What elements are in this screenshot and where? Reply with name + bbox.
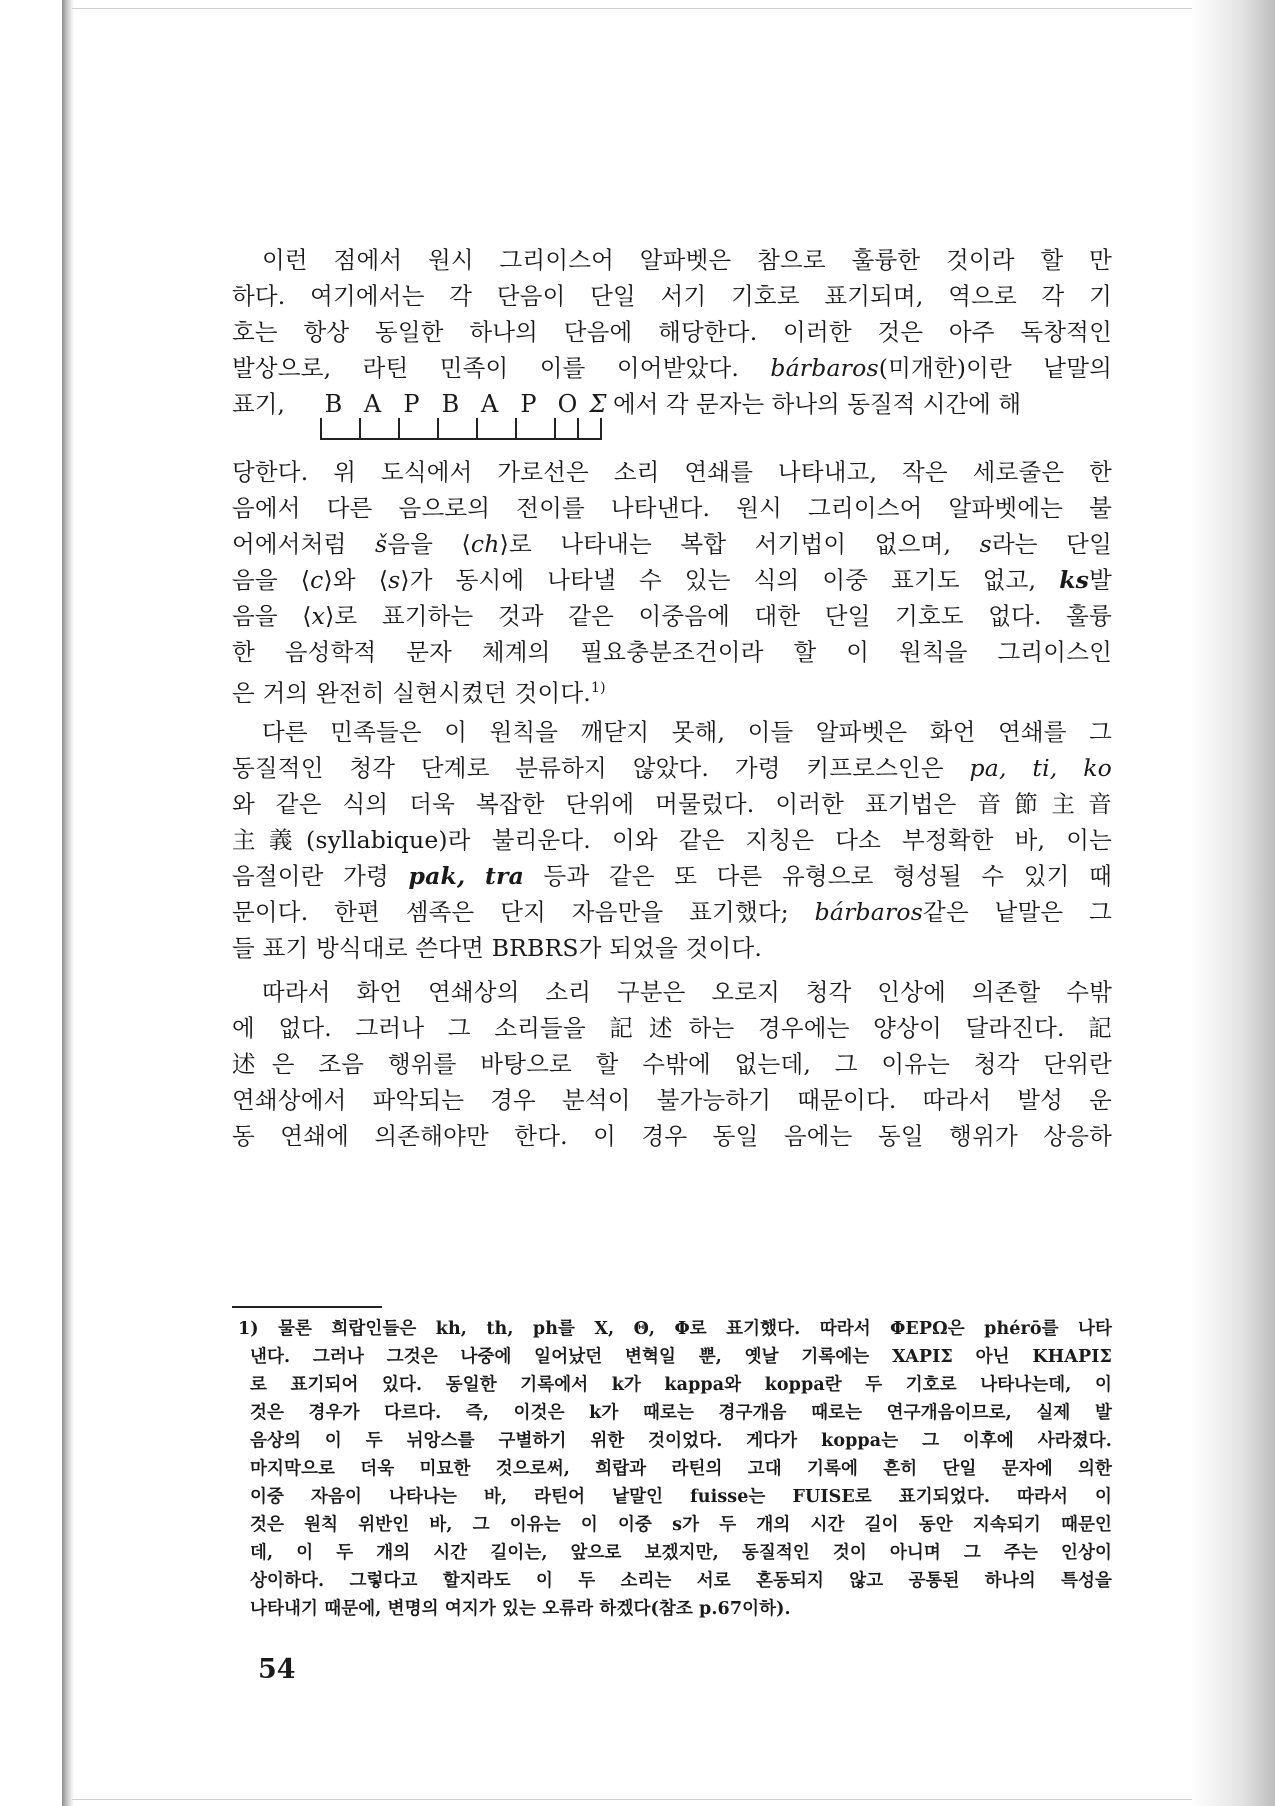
greek-letter: A xyxy=(363,390,382,418)
footnote-line: 낸다. 그러나 그것은 나중에 일어났던 변혁일 뿐, 옛날 기록에는 XAPIΣ 아닌 KHAPIΣ xyxy=(250,1347,1112,1367)
text-line: 어에서처럼 š음을 ⟨ch⟩로 나타내는 복합 서기법이 없으며, s라는 단일 xyxy=(232,530,1112,558)
footnote-line: 로 표기되어 있다. 동일한 기록에서 k가 kappa와 koppa란 두 기호로 나타나는데, 이 xyxy=(250,1375,1112,1395)
footnote xyxy=(238,1315,1112,1623)
text-line: 음에서 다른 음으로의 전이를 나타낸다. 원시 그리이스어 알파벳에는 불 xyxy=(232,494,1112,522)
text-line: 연쇄상에서 파악되는 경우 분석이 불가능하기 때문이다. 따라서 발성 운 xyxy=(232,1086,1112,1114)
greek-letter: P xyxy=(520,390,537,418)
text-line: 은 거의 완전히 실현시켰던 것이다.$^{1)}$ xyxy=(232,678,606,707)
transition-tick xyxy=(320,418,322,440)
greek-letter: A xyxy=(480,390,499,418)
text-line: 음절이란 가령 pak, tra 등과 같은 또 다른 유형으로 형성될 수 있기 때 xyxy=(232,862,1112,890)
text-line: 와 같은 식의 더욱 복잡한 단위에 머물렀다. 이러한 표기법은 音節主音 xyxy=(232,790,1112,818)
greek-diagram-row xyxy=(232,386,1112,422)
footnote-line: 이중 자음이 나타나는 바, 라틴어 낱말인 fuisse는 FUISE로 표기되었다. 따라서 이 xyxy=(250,1487,1112,1507)
transition-tick xyxy=(577,418,579,440)
sound-chain-line xyxy=(320,438,602,440)
footnote-line: 1) 물론 희랍인들은 kh, th, ph를 X, Θ, Φ로 표기했다. 따라서 ΦΕΡΩ은 phérō를 나타 xyxy=(238,1319,1112,1339)
footnote-rule xyxy=(232,1306,382,1308)
text-line: 발상으로, 라틴 민족이 이를 이어받았다. bárbaros(미개한)이란 낱말의 xyxy=(232,354,1112,382)
footnote-line: 것은 경우가 다르다. 즉, 이것은 k가 때로는 경구개음 때로는 연구개음이므로, 실제 발 xyxy=(250,1403,1112,1423)
transition-tick xyxy=(476,418,478,440)
footnote-line: 데, 이 두 개의 시간 길이는, 앞으로 보겠지만, 동질적인 것이 아니며 그 주는 인상이 xyxy=(250,1543,1112,1563)
footnote-line: 나타내기 때문에, 변명의 여지가 있는 오류라 하겠다(참조 p.67이하). xyxy=(250,1599,791,1619)
text-line: 한 음성학적 문자 체계의 필요충분조건이라 할 이 원칙을 그리이스인 xyxy=(232,638,1112,666)
footnote-line: 마지막으로 더욱 미묘한 것으로써, 희랍과 라틴의 고대 기록에 흔히 단일 문자에 의한 xyxy=(250,1459,1112,1479)
transition-tick xyxy=(437,418,439,440)
transition-tick xyxy=(359,418,361,440)
greek-letters xyxy=(314,386,609,422)
greek-letter: Σ xyxy=(589,390,607,418)
footnote-line: 상이하다. 그렇다고 할지라도 이 두 소리는 서로 혼동되지 않고 공통된 하나의 특성을 xyxy=(250,1571,1112,1591)
text-line: 음을 ⟨x⟩로 표기하는 것과 같은 이중음에 대한 단일 기호도 없다. 훌륭 xyxy=(232,602,1112,630)
text-line: 들 표기 방식대로 쓴다면 BRBRS가 되었을 것이다. xyxy=(232,934,763,962)
text-line: 하다. 여기에서는 각 단음이 단일 서기 기호로 표기되며, 역으로 각 기 xyxy=(232,282,1112,310)
transition-tick xyxy=(600,418,602,440)
greek-letter: O xyxy=(557,390,578,418)
transition-tick xyxy=(515,418,517,440)
footnote-ref: 1) xyxy=(590,680,606,696)
text-fragment: 표기, xyxy=(232,390,285,418)
text-line: 主義(syllabique)라 불리운다. 이와 같은 지칭은 다소 부정확한 바, 이는 xyxy=(232,826,1112,854)
page-shadow-right xyxy=(1191,0,1275,1806)
text-line: 문이다. 한편 셈족은 단지 자음만을 표기했다; bárbaros같은 낱말은 그 xyxy=(232,898,1112,926)
text-line: 따라서 화언 연쇄상의 소리 구분은 오로지 청각 인상에 의존할 수밖 xyxy=(262,978,1112,1006)
page-number: 54 xyxy=(258,1654,296,1685)
greek-letter: B xyxy=(324,390,343,418)
footnote-line: 음상의 이 두 뉘앙스를 구별하기 위한 것이었다. 게다가 koppa는 그 이후에 사라졌다. xyxy=(250,1431,1112,1451)
text-fragment: 에서 각 문자는 하나의 동질적 시간에 해 xyxy=(613,390,1022,418)
main-text xyxy=(232,242,1112,1154)
text-line: 다른 민족들은 이 원칙을 깨닫지 못해, 이들 알파벳은 화언 연쇄를 그 xyxy=(262,718,1112,746)
text-line: 에 없다. 그러나 그 소리들을 記述하는 경우에는 양상이 달라진다. 記 xyxy=(232,1014,1112,1042)
transition-tick xyxy=(554,418,556,440)
greek-letter: B xyxy=(441,390,460,418)
text-line: 이런 점에서 원시 그리이스어 알파벳은 참으로 훌륭한 것이라 할 만 xyxy=(262,246,1112,274)
text-line: 述은 조음 행위를 바탕으로 할 수밖에 없는데, 그 이유는 청각 단위란 xyxy=(232,1050,1112,1078)
text-line: 음을 ⟨c⟩와 ⟨s⟩가 동시에 나타낼 수 있는 식의 이중 표기도 없고, ks발 xyxy=(232,566,1113,594)
greek-letter: P xyxy=(403,390,420,418)
text-line: 동질적인 청각 단계로 분류하지 않았다. 가령 키프로스인은 pa, ti, ko xyxy=(232,754,1112,782)
text-line: 동 연쇄에 의존해야만 한다. 이 경우 동일 음에는 동일 행위가 상응하 xyxy=(232,1122,1112,1150)
footnote-line: 것은 원칙 위반인 바, 그 이유는 이 이중 s가 두 개의 시간 길이 동안 지속되기 때문인 xyxy=(250,1515,1112,1535)
sound-chain-diagram xyxy=(232,418,1112,440)
transition-tick xyxy=(398,418,400,440)
text-line: 당한다. 위 도식에서 가로선은 소리 연쇄를 나타내고, 작은 세로줄은 한 xyxy=(232,458,1112,486)
text-line: 호는 항상 동일한 하나의 단음에 해당한다. 이러한 것은 아주 독창적인 xyxy=(232,318,1112,346)
